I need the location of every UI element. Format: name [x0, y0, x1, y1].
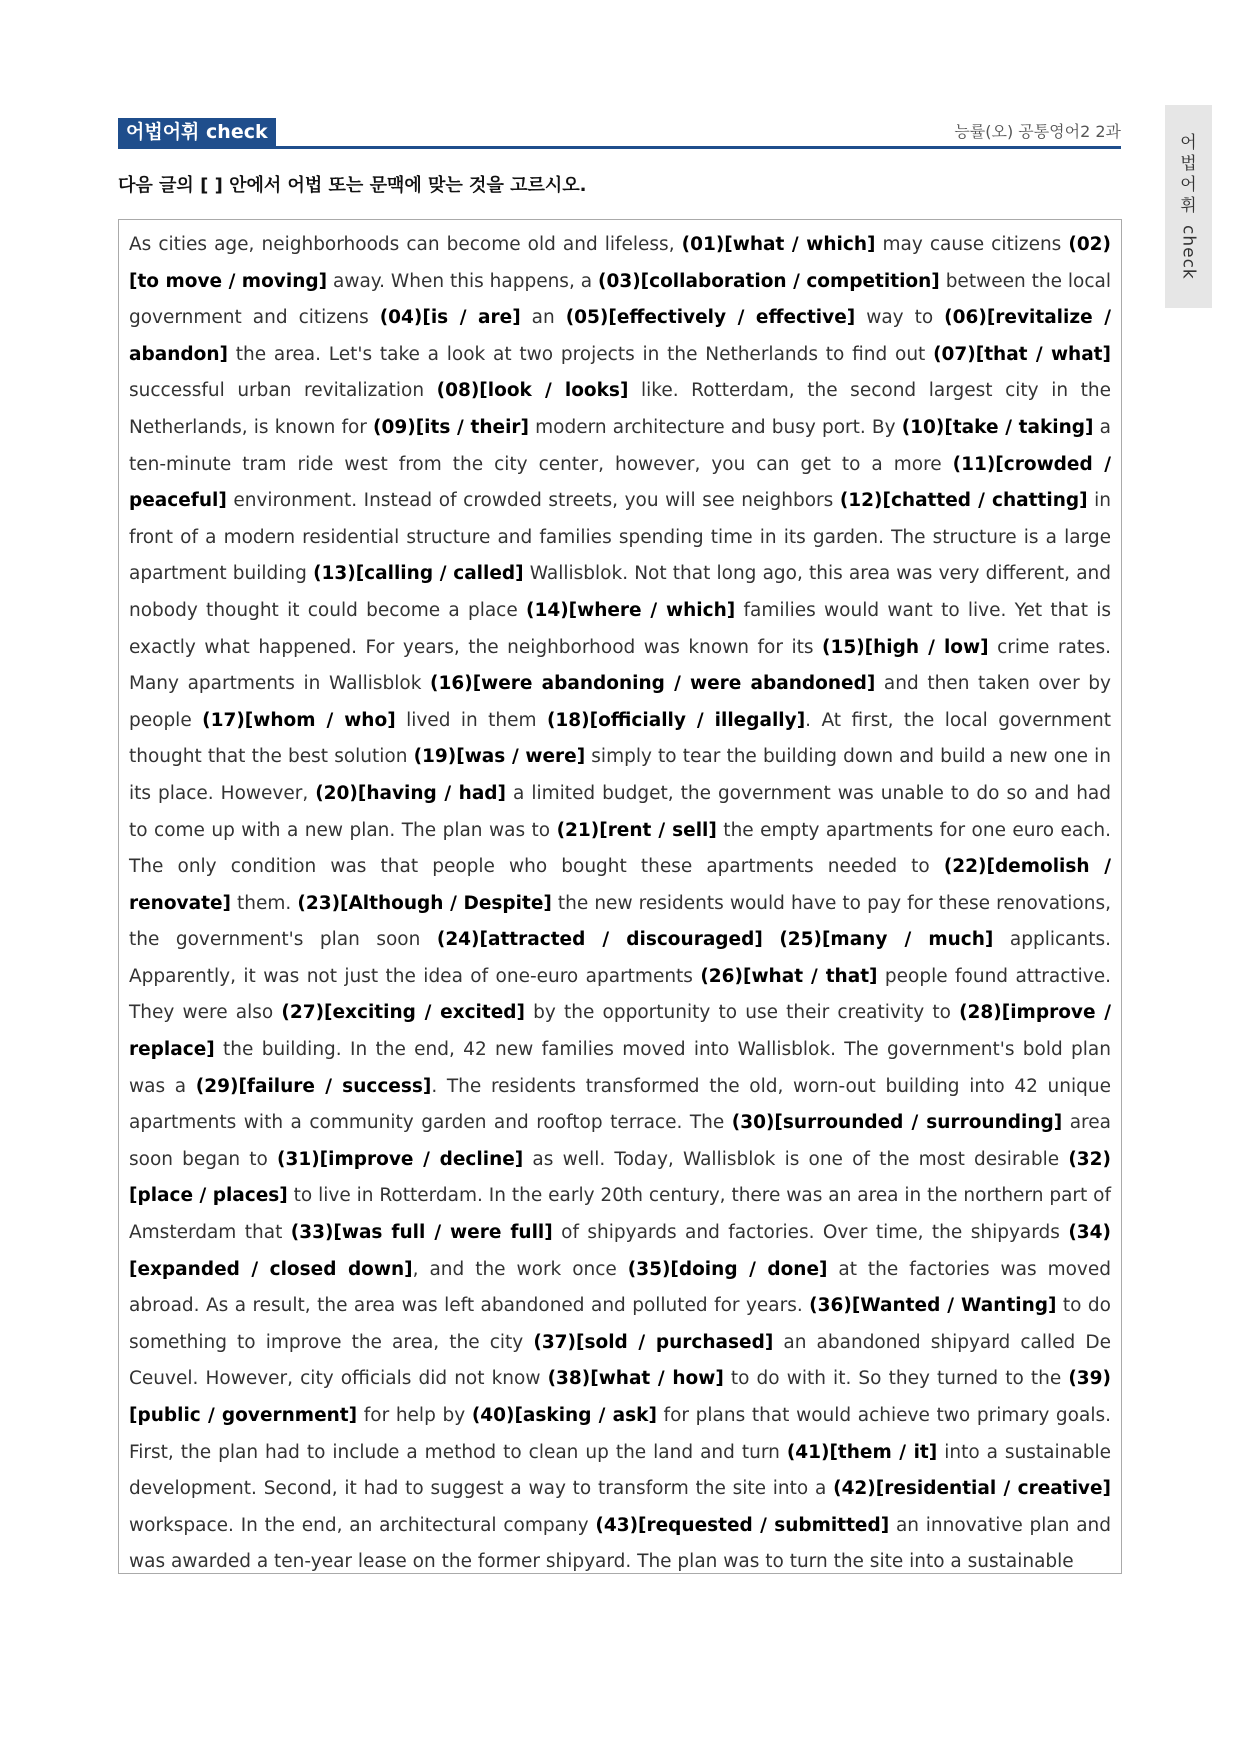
choice-blank[interactable]: (08)[look / looks]: [436, 380, 629, 402]
choice-blank[interactable]: (11)[crowded / peaceful]: [129, 453, 1111, 512]
passage-segment: at the factories was moved abroad. As a result, the area was left abandoned and polluted for years.: [129, 1258, 1111, 1317]
passage-box: [118, 219, 1122, 1574]
passage-text: [129, 227, 1111, 1581]
passage-segment: by the opportunity to use their creativity to: [524, 1002, 960, 1024]
passage-segment: simply to tear the building down and build a new one in its place. However,: [129, 746, 1111, 804]
passage-segment: for help by: [357, 1405, 472, 1426]
passage-segment: for plans that would achieve two primary goals. First, the plan had to include a method to clean up the land and turn: [129, 1405, 1111, 1463]
choice-blank[interactable]: (42)[residential / creative]: [833, 1478, 1111, 1500]
choice-blank[interactable]: (31)[improve / decline]: [277, 1148, 524, 1170]
choice-blank[interactable]: (39)[public / government]: [129, 1368, 1111, 1426]
choice-blank[interactable]: (38)[what / how]: [547, 1368, 724, 1390]
section-badge: 어법어휘 check: [118, 118, 276, 146]
passage-segment: to do something to improve the area, the city: [129, 1295, 1111, 1353]
choice-blank[interactable]: (29)[failure / success]: [195, 1075, 432, 1097]
choice-blank[interactable]: (40)[asking / ask]: [471, 1405, 657, 1426]
choice-blank[interactable]: (19)[was / were]: [413, 746, 586, 768]
passage-segment: applicants. Apparently, it was not just the idea of one-euro apartments: [129, 929, 1111, 987]
passage-segment: to live in Rotterdam. In the early 20th century, there was an area in the northern part of Amsterdam that: [129, 1185, 1111, 1244]
side-tab-english: check: [1178, 225, 1199, 280]
choice-blank[interactable]: (07)[that / what]: [933, 343, 1111, 365]
choice-blank[interactable]: (05)[effectively / effective]: [565, 307, 856, 329]
passage-segment: Wallisblok. Not that long ago, this area was very different, and nobody thought it could become a place: [129, 563, 1111, 621]
passage-segment: away. When this happens, a: [327, 270, 599, 292]
passage-segment: successful urban revitalization: [129, 380, 437, 402]
choice-blank[interactable]: (36)[Wanted / Wanting]: [809, 1295, 1057, 1317]
passage-segment: modern architecture and busy port. By: [529, 416, 902, 438]
choice-blank[interactable]: (16)[were abandoning / were abandoned]: [430, 673, 876, 695]
choice-blank[interactable]: (28)[improve / replace]: [129, 1002, 1111, 1061]
passage-segment: into a sustainable development. Second, it had to suggest a way to transform the site into a: [129, 1441, 1111, 1500]
side-tab-korean: 어법어휘: [1180, 133, 1197, 216]
choice-blank[interactable]: (02)[to move / moving]: [129, 234, 1112, 292]
side-tab[interactable]: [1165, 105, 1212, 308]
instruction-text: 다음 글의 [ ] 안에서 어법 또는 문맥에 맞는 것을 고르시오.: [118, 175, 587, 196]
passage-segment: workspace. In the end, an architectural company: [129, 1514, 596, 1536]
passage-segment: the new residents would have to pay for these renovations, the government's plan soon: [129, 892, 1111, 951]
course-label: 능률(오) 공통영어2 2과: [954, 122, 1121, 141]
passage-segment: between the local government and citizens: [129, 270, 1112, 329]
passage-segment: crime rates. Many apartments in Wallisblok: [129, 636, 1112, 695]
passage-segment: people found attractive. They were also: [129, 965, 1111, 1024]
page-header: [118, 118, 1121, 149]
choice-blank[interactable]: (30)[surrounded / surrounding]: [731, 1112, 1063, 1134]
passage-segment: families would want to live. Yet that is exactly what happened. For years, the neighborhood was known for its: [129, 599, 1112, 658]
choice-blank[interactable]: (43)[requested / submitted]: [595, 1514, 890, 1536]
choice-blank[interactable]: (25)[many / much]: [779, 929, 994, 951]
passage-segment: a ten-minute tram ride west from the city center, however, you can get to a more: [129, 416, 1111, 475]
choice-blank[interactable]: (20)[having / had]: [315, 782, 507, 804]
choice-blank[interactable]: (17)[whom / who]: [202, 709, 396, 731]
choice-blank[interactable]: (18)[officially / illegally]: [546, 709, 806, 731]
passage-segment: an abandoned shipyard called De Ceuvel. However, city officials did not know: [129, 1331, 1111, 1390]
passage-segment: [763, 929, 780, 950]
passage-segment: the area. Let's take a look at two projects in the Netherlands to find out: [227, 343, 934, 365]
choice-blank[interactable]: (32)[place / places]: [129, 1148, 1111, 1207]
choice-blank[interactable]: (21)[rent / sell]: [556, 819, 717, 841]
choice-blank[interactable]: (10)[take / taking]: [901, 416, 1094, 438]
passage-segment: lived in them: [395, 709, 547, 731]
passage-segment: the building. In the end, 42 new families moved into Wallisblok. The government's bold plan was a: [129, 1039, 1111, 1097]
passage-segment: and then taken over by people: [129, 673, 1111, 731]
passage-segment: an innovative plan and was awarded a ten-year lease on the former shipyard. The plan was to turn the site into a sustainable: [129, 1514, 1112, 1573]
passage-segment: way to: [855, 307, 945, 329]
choice-blank[interactable]: (27)[exciting / excited]: [281, 1002, 525, 1024]
passage-segment: them.: [230, 892, 298, 914]
passage-segment: As cities age, neighborhoods can become old and lifeless,: [129, 234, 682, 255]
choice-blank[interactable]: (06)[revitalize / abandon]: [129, 307, 1111, 365]
passage-segment: of shipyards and factories. Over time, the shipyards: [552, 1222, 1069, 1244]
passage-segment: a limited budget, the government was unable to do so and had to come up with a new plan. The plan was to: [129, 782, 1111, 841]
choice-blank[interactable]: (35)[doing / done]: [627, 1258, 828, 1280]
passage-segment: the empty apartments for one euro each. The only condition was that people who bought these apartments needed to: [129, 819, 1111, 878]
choice-blank[interactable]: (24)[attracted / discouraged]: [436, 929, 763, 951]
passage-segment: an: [520, 307, 566, 329]
choice-blank[interactable]: (09)[its / their]: [373, 416, 529, 438]
passage-segment: like. Rotterdam, the second largest city in the Netherlands, is known for: [129, 380, 1111, 438]
choice-blank[interactable]: (37)[sold / purchased]: [533, 1331, 774, 1353]
passage-segment: as well. Today, Wallisblok is one of the most desirable: [523, 1148, 1069, 1170]
passage-segment: . The residents transformed the old, worn-out building into 42 unique apartments with a community garden and rooftop terrace. The: [129, 1075, 1111, 1134]
choice-blank[interactable]: (12)[chatted / chatting]: [839, 490, 1088, 512]
passage-segment: may cause citizens: [875, 234, 1069, 255]
choice-blank[interactable]: (14)[where / which]: [526, 599, 736, 621]
choice-blank[interactable]: (01)[what / which]: [681, 234, 876, 255]
choice-blank[interactable]: (41)[them / it]: [786, 1441, 938, 1463]
passage-segment: , and the work once: [412, 1258, 628, 1280]
choice-blank[interactable]: (03)[collaboration / competition]: [598, 270, 940, 292]
choice-blank[interactable]: (23)[Although / Despite]: [297, 892, 552, 914]
passage-segment: . At first, the local government thought that the best solution: [129, 709, 1112, 768]
choice-blank[interactable]: (04)[is / are]: [379, 307, 521, 329]
passage-segment: in front of a modern residential structure and families spending time in its garden. The structure is a large apartment building: [129, 490, 1111, 585]
passage-segment: to do with it. So they turned to the: [723, 1368, 1069, 1390]
choice-blank[interactable]: (33)[was full / were full]: [290, 1222, 553, 1244]
choice-blank[interactable]: (22)[demolish / renovate]: [129, 856, 1111, 914]
choice-blank[interactable]: (15)[high / low]: [822, 636, 989, 658]
choice-blank[interactable]: (13)[calling / called]: [313, 563, 524, 585]
passage-segment: environment. Instead of crowded streets, you will see neighbors: [226, 490, 840, 512]
choice-blank[interactable]: (34)[expanded / closed down]: [129, 1222, 1111, 1280]
passage-segment: area soon began to: [129, 1112, 1111, 1170]
choice-blank[interactable]: (26)[what / that]: [700, 965, 878, 987]
